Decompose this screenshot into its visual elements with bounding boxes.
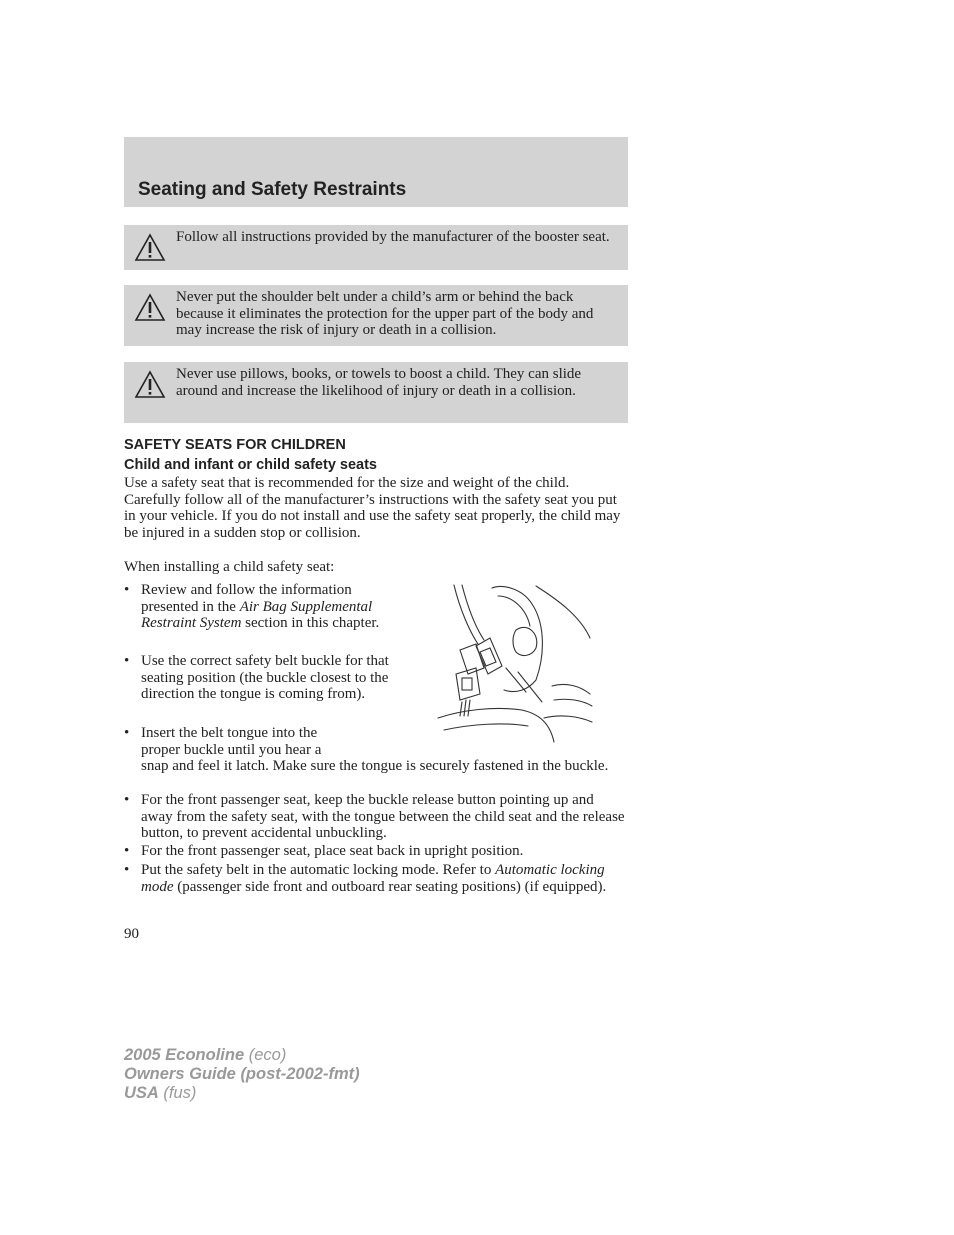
warning-text: Follow all instructions provided by the manufacturer of the booster seat. — [176, 229, 610, 245]
bullet: • — [124, 843, 130, 859]
seat-belt-buckle-illustration — [432, 582, 594, 744]
bullet: • — [124, 582, 130, 598]
section-heading: SAFETY SEATS FOR CHILDREN — [124, 437, 346, 453]
page-title: Seating and Safety Restraints — [138, 179, 407, 200]
list-item: • Insert the belt tongue into the proper buckle until you hear a snap and feel it latch. Make sure the tongue is securely fastened in the buckle. — [124, 725, 609, 774]
warning-triangle-icon — [134, 293, 166, 323]
footer-line: Owners Guide (post-2002-fmt) — [124, 1065, 360, 1083]
page-number: 90 — [124, 926, 139, 942]
bullet: • — [124, 862, 130, 878]
bullet: • — [124, 725, 130, 741]
list-item: • For the front passenger seat, keep the buckle release button pointing up and away from the safety seat, with the tongue between the child seat and the release button, to prevent accidental unbuckling. — [124, 792, 625, 841]
warning-box — [124, 225, 628, 270]
intro-paragraph: Use a safety seat that is recommended for the size and weight of the child. Carefully follow all of the manufacturer’s instructions with the safety seat you put in your vehicle. If you do not install and use the safety seat properly, the child may be injured in a sudden stop or collision. — [124, 475, 621, 541]
list-item: • Review and follow the information presented in the Air Bag Supplemental Restraint System section in this chapter. — [124, 582, 380, 631]
cross-reference: Air Bag Supplemental Restraint System — [141, 598, 373, 631]
section-header-band — [124, 137, 628, 207]
list-item: • Use the correct safety belt buckle for that seating position (the buckle closest to the direction the tongue is coming from). — [124, 653, 389, 702]
list-item: • Put the safety belt in the automatic locking mode. Refer to Automatic locking mode (passenger side front and outboard rear seating positions) (if equipped). — [124, 862, 607, 895]
bullet: • — [124, 792, 130, 808]
warning-triangle-icon — [134, 370, 166, 400]
warning-text: Never put the shoulder belt under a child’s arm or behind the back because it eliminates the protection for the upper part of the body and may increase the risk of injury or death in a collision. — [176, 289, 594, 338]
cross-reference: Automatic locking mode — [141, 862, 605, 895]
footer-line: USA (fus) — [124, 1084, 197, 1102]
warning-box — [124, 285, 628, 346]
footer-line: 2005 Econoline (eco) — [124, 1046, 287, 1064]
warning-triangle-icon — [134, 233, 166, 263]
bullet: • — [124, 653, 130, 669]
list-item: • For the front passenger seat, place seat back in upright position. — [124, 843, 524, 859]
document-footer — [124, 1046, 360, 1103]
section-subheading: Child and infant or child safety seats — [124, 457, 377, 473]
warning-box — [124, 362, 628, 423]
warning-text: Never use pillows, books, or towels to boost a child. They can slide around and increase the likelihood of injury or death in a collision. — [176, 366, 582, 399]
lead-in-text: When installing a child safety seat: — [124, 559, 335, 575]
